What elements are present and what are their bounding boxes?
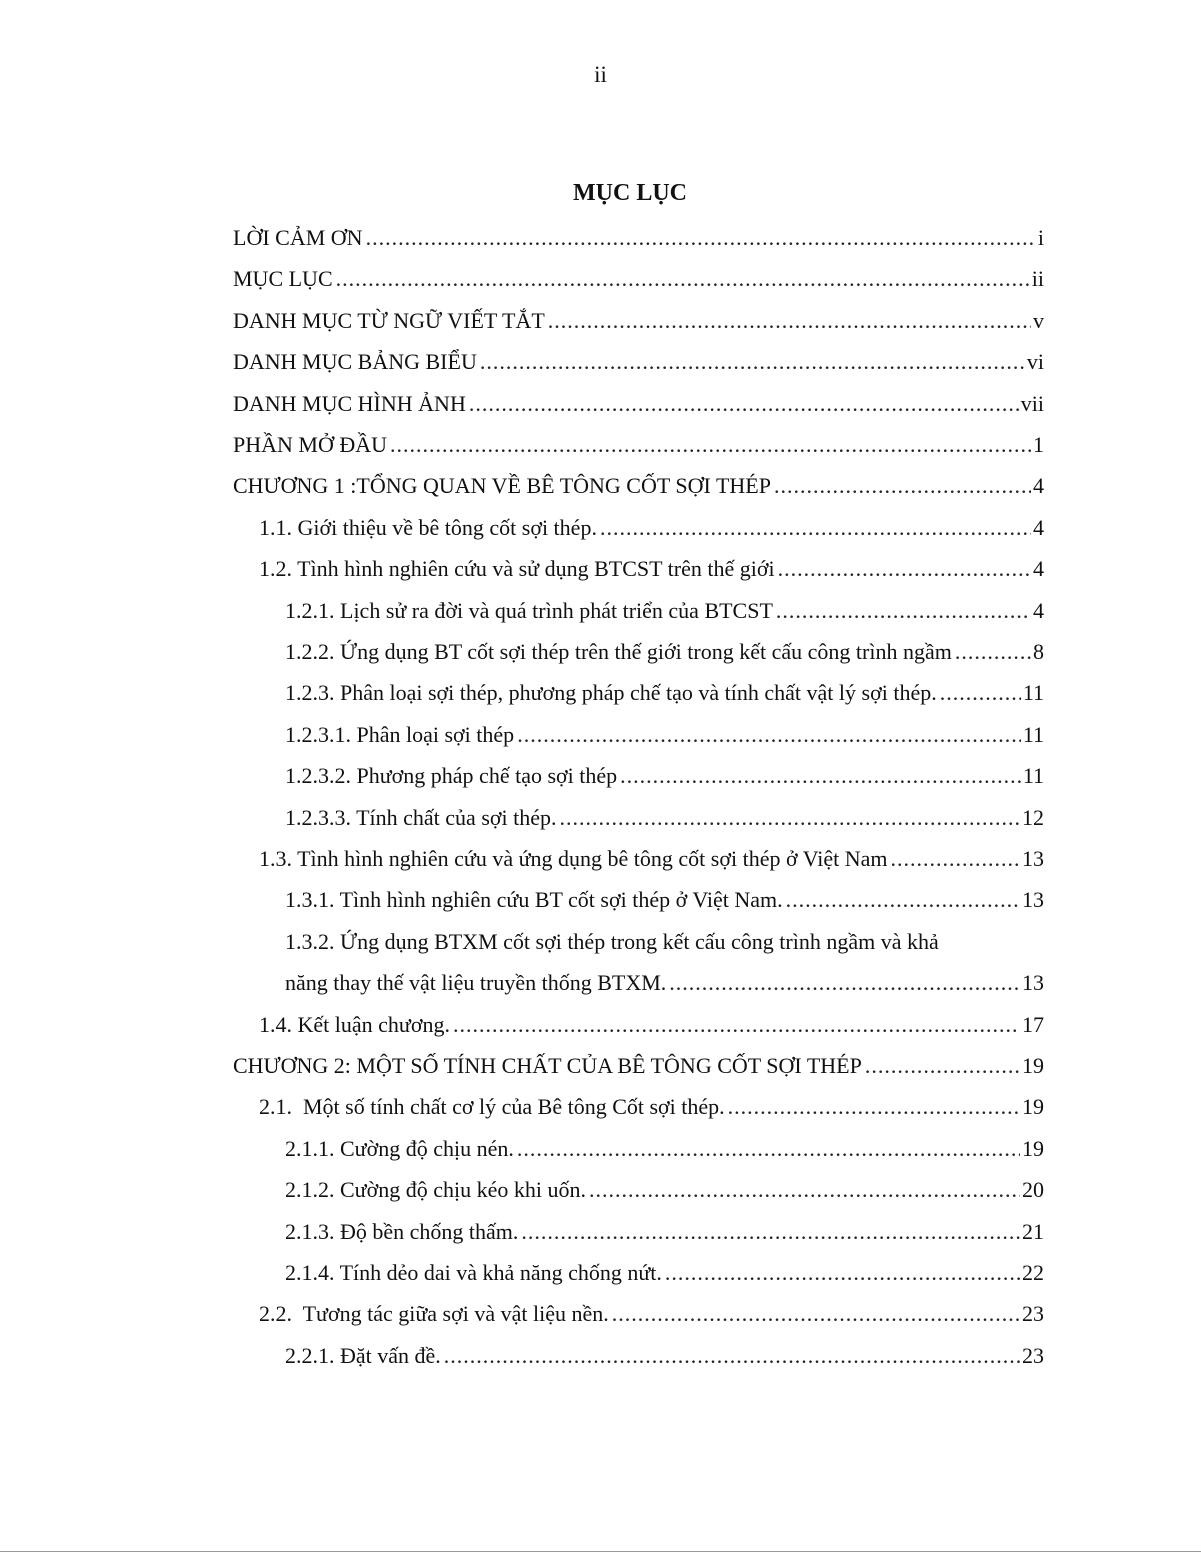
toc-entry-page: vii: [1020, 390, 1044, 416]
dot-leader: [453, 1004, 1020, 1045]
toc-entry-1-1[interactable]: [259, 507, 1044, 548]
dot-leader: [778, 548, 1031, 589]
toc-entry-danh-muc-tu-ngu[interactable]: [233, 300, 1044, 341]
page-number: ii: [594, 62, 607, 87]
dot-leader: [589, 1169, 1020, 1210]
toc-entry-page: 17: [1022, 1011, 1044, 1037]
toc-entry-1-2[interactable]: [259, 548, 1044, 589]
toc-entry-chuong-2[interactable]: [233, 1045, 1044, 1086]
toc-entry-2-1[interactable]: [259, 1086, 1044, 1127]
dot-leader: [620, 755, 1021, 796]
toc-entry-label: PHẦN MỞ ĐẦU: [233, 432, 388, 457]
toc-entry-page: 22: [1022, 1260, 1044, 1285]
toc-entry-page: 12: [1022, 804, 1044, 830]
dot-leader: [444, 1335, 1020, 1376]
toc-entry-page: 11: [1022, 680, 1044, 706]
toc-entry-1-3-1[interactable]: [285, 879, 1044, 920]
toc-entry-phan-mo-dau[interactable]: [233, 424, 1044, 465]
toc-entry-page: 4: [1033, 597, 1044, 623]
toc-entry-label: 1.3.1. Tình hình nghiên cứu BT cốt sợi thép ở Việt Nam.: [285, 887, 783, 913]
dot-leader: [776, 590, 1031, 631]
toc-entry-label: MỤC LỤC: [233, 266, 333, 292]
dot-leader: [612, 1293, 1020, 1334]
toc-entry-label: 2.1. Một số tính chất cơ lý của Bê tông Cốt sợi thép.: [259, 1094, 725, 1120]
dot-leader: [517, 1128, 1020, 1169]
toc-entry-danh-muc-bang-bieu[interactable]: [233, 341, 1044, 382]
toc-entry-danh-muc-hinh-anh[interactable]: [233, 383, 1044, 424]
toc-entry-2-1-3[interactable]: [285, 1211, 1044, 1252]
toc-entry-page: 23: [1022, 1342, 1044, 1368]
toc-entry-1-3-2-line-1[interactable]: 1.3.2. Ứng dụng BTXM cốt sợi thép trong kết cấu công trình ngầm và khả: [285, 928, 939, 954]
dot-leader: [665, 1252, 1020, 1293]
toc-entry-page: 11: [1022, 763, 1044, 789]
toc-entry-label: LỜI CẢM ƠN: [233, 225, 363, 250]
dot-leader: [669, 962, 1020, 1003]
toc-entry-page: 20: [1022, 1177, 1044, 1203]
toc-entry-label: 1.1. Giới thiệu về bê tông cốt sợi thép.: [259, 514, 597, 540]
toc-entry-label: 2.1.2. Cường độ chịu kéo khi uốn.: [285, 1177, 586, 1203]
dot-leader: [521, 1211, 1020, 1252]
toc-entry-label: 2.2.1. Đặt vấn đề.: [285, 1342, 441, 1368]
dot-leader: [390, 424, 1031, 465]
dot-leader: [891, 838, 1020, 879]
toc-entry-page: 13: [1022, 970, 1044, 996]
toc-entry-page: 21: [1022, 1218, 1044, 1244]
toc-entry-1-4[interactable]: [259, 1004, 1044, 1045]
dot-leader: [786, 879, 1020, 920]
toc-entry-1-2-3-2[interactable]: [285, 755, 1044, 796]
toc-entry-page: 13: [1022, 887, 1044, 913]
dot-leader: [955, 631, 1031, 672]
toc-entry-label: 2.1.4. Tính dẻo dai và khả năng chống nứt.: [285, 1260, 662, 1285]
toc-entry-page: 4: [1033, 556, 1044, 582]
toc-entry-1-2-3[interactable]: [285, 672, 1044, 713]
toc-entry-page: 19: [1022, 1094, 1044, 1120]
dot-leader: [469, 383, 1019, 424]
toc-entry-label: DANH MỤC HÌNH ẢNH: [233, 390, 466, 416]
toc-entry-label: 1.2.3.2. Phương pháp chế tạo sợi thép: [285, 763, 618, 789]
dot-leader: [480, 341, 1025, 382]
toc-entry-label: DANH MỤC TỪ NGỮ VIẾT TẮT: [233, 307, 545, 333]
dot-leader: [600, 507, 1031, 548]
toc-entry-label: 1.2.3.3. Tính chất của sợi thép.: [285, 804, 557, 830]
toc-entry-chuong-1[interactable]: [233, 465, 1044, 506]
toc-entry-label: CHƯƠNG 2: MỘT SỐ TÍNH CHẤT CỦA BÊ TÔNG CỐT SỢI THÉP: [233, 1053, 862, 1078]
toc-entry-page: 19: [1022, 1135, 1044, 1161]
page-bottom-edge: [0, 1551, 1201, 1552]
toc-entry-2-1-1[interactable]: [285, 1128, 1044, 1169]
toc-entry-label: 1.2.1. Lịch sử ra đời và quá trình phát triển của BTCST: [285, 597, 773, 623]
toc-entry-label: 1.3. Tình hình nghiên cứu và ứng dụng bê tông cốt sợi thép ở Việt Nam: [259, 846, 888, 871]
toc-entry-2-2-1[interactable]: [285, 1335, 1044, 1376]
dot-leader: [548, 300, 1031, 341]
toc-entry-label: 1.2.3. Phân loại sợi thép, phương pháp chế tạo và tính chất vật lý sợi thép.: [285, 680, 937, 706]
toc-entry-label: năng thay thế vật liệu truyền thống BTXM.: [285, 970, 667, 996]
dot-leader: [366, 217, 1036, 258]
toc-entry-2-1-4[interactable]: [285, 1252, 1044, 1293]
toc-entry-label: 1.2. Tình hình nghiên cứu và sử dụng BTCST trên thế giới: [259, 556, 775, 582]
dot-leader: [560, 797, 1020, 838]
dot-leader: [517, 714, 1021, 755]
dot-leader: [728, 1086, 1020, 1127]
toc-entry-1-2-2[interactable]: [285, 631, 1044, 672]
toc-entry-1-3[interactable]: [259, 838, 1044, 879]
toc-entry-label: 1.4. Kết luận chương.: [259, 1011, 450, 1037]
toc-entry-page: vi: [1026, 349, 1044, 375]
dot-leader: [865, 1045, 1020, 1086]
toc-entry-1-3-2[interactable]: [285, 962, 1044, 1003]
toc-entry-label: 2.1.3. Độ bền chống thấm.: [285, 1218, 519, 1244]
toc-entry-label: DANH MỤC BẢNG BIỂU: [233, 349, 477, 375]
toc-entry-page: 4: [1033, 514, 1044, 540]
toc-entry-page: 1: [1033, 432, 1044, 457]
toc-entry-page: 23: [1022, 1301, 1044, 1327]
toc-entry-page: 11: [1022, 721, 1044, 747]
toc-entry-page: 8: [1033, 639, 1044, 664]
dot-leader: [774, 465, 1031, 506]
toc-entry-label: 2.1.1. Cường độ chịu nén.: [285, 1135, 514, 1161]
toc-entry-page: 4: [1033, 473, 1044, 499]
toc-entry-label: CHƯƠNG 1 :TỔNG QUAN VỀ BÊ TÔNG CỐT SỢI THÉP: [233, 473, 771, 499]
toc-entry-1-2-3-3[interactable]: [285, 797, 1044, 838]
toc-entry-page: 13: [1022, 846, 1044, 871]
toc-entry-page: ii: [1031, 266, 1044, 292]
toc-entry-2-1-2[interactable]: [285, 1169, 1044, 1210]
toc-entry-2-2[interactable]: [259, 1293, 1044, 1334]
toc-entry-label: 1.2.3.1. Phân loại sợi thép: [285, 721, 515, 747]
dot-leader: [336, 258, 1030, 299]
toc-entry-muc-luc[interactable]: [233, 258, 1044, 299]
toc-entry-loi-cam-on[interactable]: [233, 217, 1044, 258]
dot-leader: [940, 672, 1021, 713]
toc-entry-1-2-3-1[interactable]: [285, 714, 1044, 755]
toc-entry-label: 2.2. Tương tác giữa sợi và vật liệu nền.: [259, 1301, 609, 1327]
toc-entry-page: 19: [1022, 1053, 1044, 1078]
toc-entry-page: i: [1037, 225, 1044, 250]
toc-entry-label: 1.2.2. Ứng dụng BT cốt sợi thép trên thế giới trong kết cấu công trình ngầm: [285, 639, 952, 664]
toc-entry-page: v: [1033, 307, 1044, 333]
toc-entry-1-2-1[interactable]: [285, 590, 1044, 631]
toc-title: MỤC LỤC: [573, 180, 687, 206]
